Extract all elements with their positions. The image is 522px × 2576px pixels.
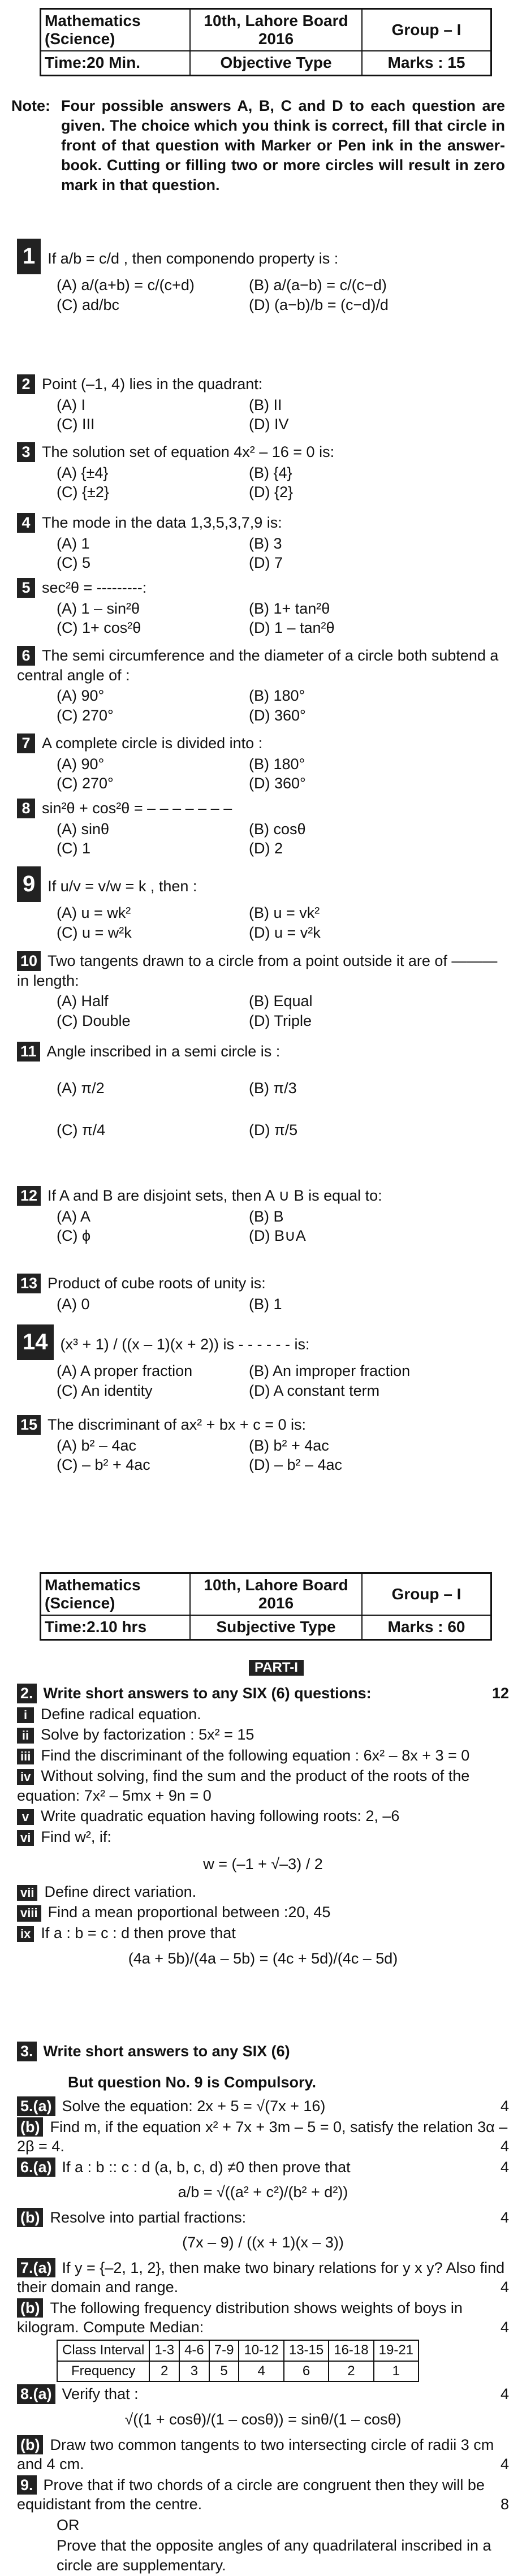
question-text: Verify that : [62, 2385, 139, 2403]
option-b: (B) II [249, 396, 282, 413]
group-cell: Group – I [362, 9, 491, 51]
option-a: (A) 1 [57, 534, 90, 552]
table-cell: 1 [374, 2361, 419, 2382]
option-d: (D) π/5 [249, 1121, 298, 1139]
roman-numeral: viii [17, 1905, 41, 1921]
table-cell: 19-21 [374, 2340, 419, 2361]
question-stem: sin²θ + cos²θ = – – – – – – – [42, 800, 232, 817]
option-b: (B) 3 [249, 534, 282, 552]
option-b: (B) {4} [249, 464, 292, 481]
objective-question-1 [17, 238, 509, 314]
option-a: (A) a/(a+b) = c/(c+d) [57, 277, 195, 294]
question-number: 3 [17, 442, 35, 462]
option-c: (C) – b² + 4ac [57, 1456, 150, 1474]
question-text: Draw two common tangents to two intersecting circle of radii 3 cm and 4 cm. [17, 2436, 494, 2473]
option-c: (C) π/4 [57, 1121, 106, 1139]
question-marks: 4 [500, 2208, 509, 2226]
question-heading: Write short answers to any SIX (6) [43, 2043, 290, 2060]
question-stem: Point (–1, 4) lies in the quadrant: [42, 376, 263, 392]
option-a: (A) π/2 [57, 1079, 105, 1097]
question-number: 5.(a) [17, 2096, 55, 2116]
option-a: (A) sinθ [57, 820, 110, 838]
option-a: (A) A proper fraction [57, 1362, 193, 1380]
time-cell: Time:20 Min. [41, 51, 191, 75]
option-d: (D) – b² – 4ac [249, 1456, 343, 1474]
sub-question: Define direct variation. [44, 1883, 197, 1900]
formula-6b: (7x – 9) / ((x + 1)(x – 3)) [182, 2234, 344, 2251]
roman-numeral: ii [17, 1728, 34, 1744]
question-number: 12 [17, 1186, 41, 1206]
option-c: (C) 270° [57, 775, 114, 792]
question-number: 6.(a) [17, 2158, 55, 2177]
question-stem: Two tangents drawn to a circle from a point outside it are of ——— in length: [17, 952, 498, 989]
option-d: (D) u = v²k [249, 924, 321, 941]
table-header: Class Interval [57, 2340, 149, 2361]
roman-numeral: iii [17, 1749, 34, 1764]
question-marks: 4 [500, 2158, 509, 2176]
option-b: (B) 180° [249, 687, 305, 705]
option-a: (A) I [57, 396, 85, 413]
marks-cell: Marks : 60 [362, 1615, 491, 1639]
option-a: (A) b² – 4ac [57, 1436, 137, 1454]
question-number: 15 [17, 1415, 41, 1435]
question-stem: If A and B are disjoint sets, then A ∪ B is equal to: [48, 1187, 382, 1204]
question-marks: 4 [500, 2098, 509, 2115]
option-b: (B) 180° [249, 755, 305, 773]
table-cell: 13-15 [284, 2340, 329, 2361]
option-b: (B) π/3 [249, 1079, 297, 1097]
question-number: 1 [17, 239, 41, 274]
question-stem: The discriminant of ax² + bx + c = 0 is: [48, 1416, 306, 1433]
question-stem: A complete circle is divided into : [42, 735, 263, 752]
marks-cell: Marks : 15 [362, 51, 491, 75]
formula-ix: (4a + 5b)/(4a – 5b) = (4c + 5d)/(4c – 5d) [128, 1949, 398, 1967]
option-c: (C) ϕ [57, 1227, 91, 1245]
sub-question: Solve by factorization : 5x² = 15 [41, 1726, 254, 1744]
question-number: 4 [17, 513, 35, 533]
roman-numeral: vii [17, 1885, 37, 1901]
instructions-note [11, 96, 509, 195]
subject-cell: Mathematics (Science) [41, 9, 191, 51]
question-stem: If u/v = v/w = k , then : [48, 878, 197, 895]
question-stem: sec²θ = ---------: [42, 579, 147, 596]
table-cell: 2 [149, 2361, 179, 2382]
option-c: (C) 5 [57, 554, 90, 572]
objective-question-2 [17, 373, 509, 434]
option-a: (A) u = wk² [57, 904, 131, 922]
question-text: Prove that if two chords of a circle are congruent then they will be equidistant from the centre. [17, 2476, 485, 2513]
option-d: (D) IV [249, 416, 289, 433]
question-marks: 12 [491, 1685, 509, 1702]
question-marks: 4 [500, 2138, 509, 2155]
table-cell: 4-6 [179, 2340, 209, 2361]
option-a: (A) {±4} [57, 464, 109, 481]
option-b: (B) cosθ [249, 820, 306, 838]
option-b: (B) b² + 4ac [249, 1436, 329, 1454]
option-d: (D) {2} [249, 484, 294, 501]
formula-8a: √((1 + cosθ)/(1 – cosθ)) = sinθ/(1 – cosθ) [124, 2411, 402, 2428]
question-marks: 4 [500, 2279, 509, 2296]
roman-numeral: v [17, 1809, 34, 1825]
question-stem: The semi circumference and the diameter of a circle both subtend a central angle of : [17, 647, 499, 684]
question-number: 3. [17, 2042, 37, 2061]
objective-header-table [40, 8, 492, 76]
question-number: 8 [17, 799, 35, 818]
objective-question-10 [17, 950, 509, 1030]
question-number: 8.(a) [17, 2384, 55, 2404]
objective-question-5 [17, 577, 509, 638]
table-header: Frequency [57, 2361, 149, 2382]
question-number: (b) [17, 2208, 43, 2228]
roman-numeral: i [17, 1707, 34, 1723]
objective-question-6 [17, 645, 509, 725]
option-a: (A) 0 [57, 1295, 90, 1313]
option-d: (D) 2 [249, 840, 283, 857]
group-cell: Group – I [362, 1573, 491, 1616]
frequency-table [57, 2340, 419, 2382]
sub-question: Write quadratic equation having following roots: 2, –6 [41, 1807, 400, 1825]
option-c: (C) III [57, 416, 95, 433]
option-a: (A) A [57, 1207, 91, 1225]
question-number: (b) [17, 2435, 43, 2455]
question-number: 7.(a) [17, 2258, 55, 2278]
part-heading: PART-I [249, 1660, 304, 1676]
table-cell: 10-12 [239, 2340, 283, 2361]
question-text: If y = {–2, 1, 2}, then make two binary relations for y x y? Also find their domain and range. [17, 2259, 505, 2296]
option-b: (B) B [249, 1207, 284, 1225]
question-number: 9. [17, 2475, 37, 2495]
option-d: (D) (a−b)/b = (c−d)/d [249, 296, 389, 313]
question-number: (b) [17, 2117, 43, 2137]
option-d: (D) 1 – tan²θ [249, 619, 335, 637]
type-cell: Objective Type [190, 51, 362, 75]
sub-question: Find the discriminant of the following equation : 6x² – 8x + 3 = 0 [41, 1746, 470, 1764]
option-c: (C) {±2} [57, 484, 109, 501]
table-cell: 5 [209, 2361, 239, 2382]
question-number: 14 [17, 1324, 54, 1360]
sub-question: Without solving, find the sum and the product of the roots of the equation: 7x² – 5mx + 9n = 0 [17, 1767, 470, 1804]
question-9-alternative: Prove that the opposite angles of any quadrilateral inscribed in a circle are supplementary. [57, 2537, 491, 2574]
formula-vi: w = (–1 + √–3) / 2 [203, 1856, 323, 1873]
objective-question-12 [17, 1185, 509, 1246]
option-d: (D) 360° [249, 706, 306, 724]
question-number: 5 [17, 578, 35, 598]
time-cell: Time:2.10 hrs [41, 1615, 191, 1639]
objective-question-4 [17, 512, 509, 573]
question-number: 7 [17, 733, 35, 753]
option-c: (C) Double [57, 1012, 131, 1029]
sub-question: Find a mean proportional between :20, 45 [48, 1904, 331, 1921]
question-number: 2. [17, 1684, 37, 1703]
question-number: 10 [17, 951, 41, 971]
question-text: The following frequency distribution shows weights of boys in kilogram. Compute Median: [17, 2299, 463, 2336]
objective-question-13 [17, 1272, 509, 1314]
option-d: (D) B∪A [249, 1227, 306, 1245]
objective-question-8 [17, 797, 509, 858]
subjective-header-table [40, 1572, 492, 1641]
question-stem: The solution set of equation 4x² – 16 = 0 is: [42, 443, 335, 460]
option-a: (A) 90° [57, 687, 105, 705]
table-cell: 1-3 [149, 2340, 179, 2361]
option-a: (A) Half [57, 993, 109, 1010]
question-2-block [17, 1682, 509, 1974]
objective-question-11 [17, 1041, 509, 1140]
type-cell: Subjective Type [190, 1615, 362, 1639]
question-3-block [17, 2042, 509, 2061]
note-label: Note: [11, 97, 50, 114]
objective-question-7 [17, 732, 509, 793]
note-text: Four possible answers A, B, C and D to each question are given. The choice which you think is correct, fill that circle in front of that question with Marker or Pen ink in the answer-book. Cutting or filling two or more circles will result in zero mark in that question. [61, 97, 505, 194]
table-cell: 7-9 [209, 2340, 239, 2361]
question-stem: Angle inscribed in a semi circle is : [46, 1043, 281, 1060]
option-b: (B) Equal [249, 993, 313, 1010]
question-stem: Product of cube roots of unity is: [48, 1275, 266, 1292]
subject-cell: Mathematics (Science) [41, 1573, 191, 1616]
question-number: 11 [17, 1042, 40, 1062]
question-marks: 4 [500, 2319, 509, 2336]
question-heading: Write short answers to any SIX (6) questions: [43, 1685, 372, 1702]
question-number: 6 [17, 646, 35, 666]
question-number: 2 [17, 374, 35, 394]
question-number: 13 [17, 1274, 41, 1293]
question-number: (b) [17, 2298, 43, 2318]
board-cell: 10th, Lahore Board 2016 [190, 1573, 362, 1616]
or-separator: OR [57, 2516, 80, 2534]
question-marks: 4 [500, 2456, 509, 2473]
option-d: (D) 7 [249, 554, 283, 572]
option-d: (D) Triple [249, 1012, 312, 1029]
option-c: (C) ad/bc [57, 296, 120, 313]
table-cell: 3 [179, 2361, 209, 2382]
question-text: Find m, if the equation x² + 7x + 3m – 5 = 0, satisfy the relation 3α – 2β = 4. [17, 2118, 508, 2155]
question-text: Resolve into partial fractions: [50, 2208, 247, 2226]
option-b: (B) 1+ tan²θ [249, 599, 330, 617]
option-a: (A) 90° [57, 755, 105, 773]
option-d: (D) A constant term [249, 1382, 380, 1399]
option-b: (B) 1 [249, 1295, 282, 1313]
option-c: (C) 270° [57, 706, 114, 724]
compulsory-note: But question No. 9 is Compulsory. [68, 2074, 317, 2091]
objective-question-3 [17, 441, 509, 502]
table-cell: 6 [284, 2361, 329, 2382]
question-text: Solve the equation: 2x + 5 = √(7x + 16) [62, 2098, 326, 2115]
question-marks: 8 [500, 2496, 509, 2513]
roman-numeral: iv [17, 1769, 34, 1785]
option-a: (A) 1 – sin²θ [57, 599, 140, 617]
question-stem: The mode in the data 1,3,5,3,7,9 is: [42, 514, 282, 531]
table-cell: 2 [329, 2361, 373, 2382]
objective-question-14 [17, 1323, 509, 1400]
roman-numeral: vi [17, 1830, 34, 1846]
table-cell: 4 [239, 2361, 283, 2382]
question-marks: 4 [500, 2385, 509, 2403]
board-cell: 10th, Lahore Board 2016 [190, 9, 362, 51]
option-c: (C) u = w²k [57, 924, 132, 941]
option-b: (B) u = vk² [249, 904, 320, 922]
question-number: 9 [17, 866, 41, 902]
roman-numeral: ix [17, 1926, 34, 1942]
formula-6a: a/b = √((a² + c²)/(b² + d²)) [178, 2184, 348, 2201]
long-questions [17, 2095, 509, 2576]
question-stem: If a/b = c/d , then componendo property is : [48, 250, 339, 267]
option-d: (D) 360° [249, 775, 306, 792]
option-b: (B) An improper fraction [249, 1362, 411, 1380]
question-text: If a : b :: c : d (a, b, c, d) ≠0 then prove that [62, 2158, 351, 2176]
sub-question: Find w², if: [41, 1828, 111, 1845]
table-cell: 16-18 [329, 2340, 373, 2361]
sub-question: If a : b = c : d then prove that [41, 1925, 236, 1942]
sub-question: Define radical equation. [41, 1705, 201, 1723]
option-b: (B) a/(a−b) = c/(c−d) [249, 277, 387, 294]
option-c: (C) 1 [57, 840, 90, 857]
question-stem: (x³ + 1) / ((x – 1)(x + 2)) is - - - - - - is: [60, 1336, 310, 1353]
objective-question-9 [17, 865, 509, 942]
option-c: (C) An identity [57, 1382, 153, 1399]
option-c: (C) 1+ cos²θ [57, 619, 141, 637]
objective-question-15 [17, 1414, 509, 1475]
